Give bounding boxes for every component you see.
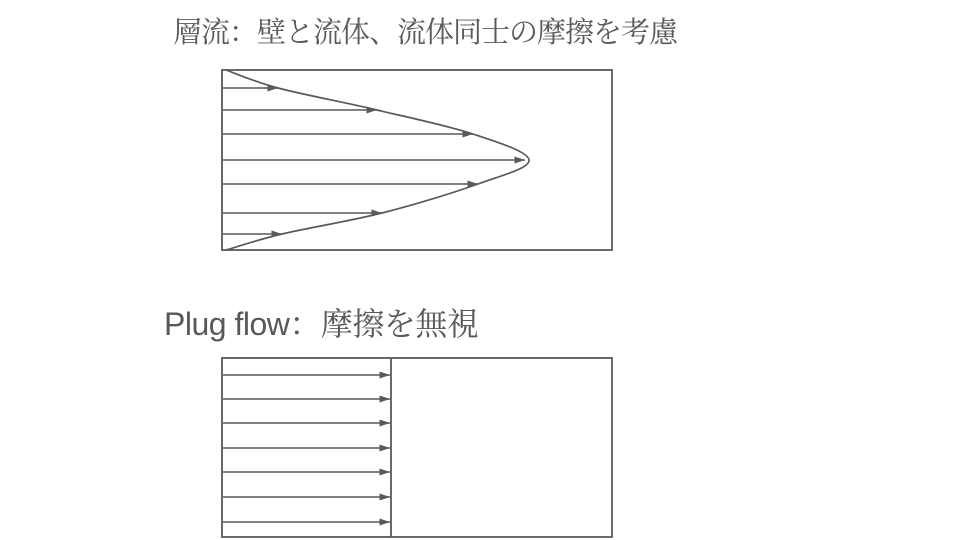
plug-flow-diagram <box>222 358 612 537</box>
laminar-flow-title: 層流：壁と流体、流体同士の摩擦を考慮 <box>173 17 678 49</box>
plug-flow-title: Plug flow：摩擦を無視 <box>164 306 479 342</box>
laminar-flow-diagram <box>222 70 612 250</box>
